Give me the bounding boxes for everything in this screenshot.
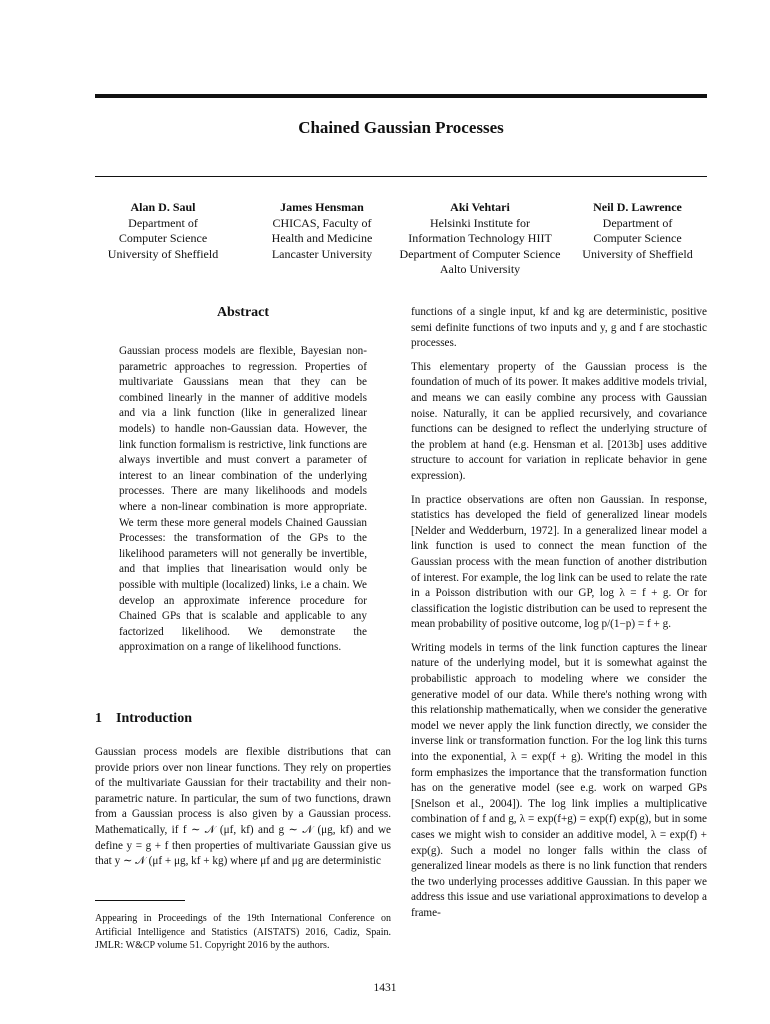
author-affiliation: University of Sheffield bbox=[107, 246, 219, 261]
author-affiliation: Computer Science bbox=[593, 231, 682, 245]
author-affiliation: Health and Medicine bbox=[271, 231, 373, 245]
author-affiliation: Information Technology HIIT bbox=[408, 231, 552, 245]
body-paragraph: This elementary property of the Gaussian process is the foundation of much of its power. It makes additive models trivial, and means we can easily combine any process with Gaussian noise. Naturally, it can be applied recursively, and covariance functions can be designed to reflect the underlying structure of the problem at hand (e.g. Hensman et al. [2013b] uses additive structure to account for variation in replicate behavior in gene expression). bbox=[411, 360, 707, 482]
body-paragraph: functions of a single input, kf and kg are deterministic, positive semi definite functions of two inputs and y, g and f are stochastic processes. bbox=[411, 306, 707, 350]
author-affiliation: Lancaster University bbox=[271, 246, 373, 261]
section-heading bbox=[95, 711, 192, 727]
section-number: 1 bbox=[95, 711, 102, 726]
author-block bbox=[103, 200, 223, 262]
right-column bbox=[411, 305, 707, 930]
paper-title: Chained Gaussian Processes bbox=[298, 118, 504, 137]
author-affiliation: Computer Science bbox=[118, 231, 208, 245]
title-rule-bottom bbox=[95, 176, 707, 177]
author-affiliation: Department of bbox=[128, 215, 198, 230]
author-block bbox=[393, 200, 567, 278]
abstract-heading: Abstract bbox=[216, 305, 270, 320]
title-rule-top bbox=[95, 94, 707, 98]
author-affiliation: CHICAS, Faculty of bbox=[272, 215, 372, 230]
author-name: Aki Vehtari bbox=[450, 200, 510, 214]
page-number: 1431 bbox=[373, 982, 397, 994]
author-affiliation: University of Sheffield bbox=[582, 246, 693, 261]
body-paragraph: In practice observations are often non Gaussian. In response, statistics has developed the field of generalized linear models [Nelder and Wedderburn, 1972]. In a generalized linear model a link function is used to connect the mean function of the Gaussian process with the mean function of another distribution of interest. For example, the log link can be used to relate the rate in a Poisson distribution with our GP, log λ = f + g. Or for classification the logistic distribution can be used to represent the mean probability of positive outcome, log p/(1−p) = f + g. bbox=[411, 493, 707, 631]
author-name: Alan D. Saul bbox=[130, 200, 196, 214]
introduction-column bbox=[95, 745, 391, 878]
author-block bbox=[262, 200, 382, 262]
section-title: Introduction bbox=[116, 711, 192, 726]
abstract-text: Gaussian process models are flexible, Bayesian non-parametric approaches to regression. Properties of multivariate Gaussians mean that they can be combined linearly in the manner of additive models and via a link function (like in generalized linear models) to handle non-Gaussian data. However, the link function formalism is restrictive, link functions are always invertible and must convert a parameter of interest to an linear combination of the underlying processes. There are many likelihoods and models where a non-linear combination is more appropriate. We term these more general models Chained Gaussian Processes: the transformation of the GPs to the likelihood parameters will not generally be invertible, and that implies that linearisation would only be possible with multiple (localized) links, i.e a chain. We develop an approximate inference procedure for Chained GPs that is scalable and applicable to any factorized likelihood. We demonstrate the approximation on a range of likelihood functions. bbox=[119, 345, 367, 654]
footnote-divider bbox=[95, 900, 185, 901]
author-affiliation: Department of bbox=[602, 215, 673, 230]
footnote: Appearing in Proceedings of the 19th International Conference on Artificial Intelligence and Statistics (AISTATS) 2016, Cadiz, Spain. JMLR: W&CP volume 51. Copyright 2016 by the authors. bbox=[95, 913, 391, 951]
author-name: James Hensman bbox=[280, 200, 364, 214]
body-paragraph: Writing models in terms of the link function captures the linear nature of the underlying model, but it is somewhat against the probabilistic approach to modeling where we consider the generative model of our data. While there's nothing wrong with this relationship mathematically, when we consider the generative model we never apply the link function directly, we consider the inverse link or transformation function. For the log link this turns into the exponential, λ = exp(f + g). Writing the model in this form emphasizes the importance that the transformation function has on the generative model (see e.g. work on warped GPs [Snelson et al., 2004]). The log link implies a multiplicative combination of f and g, λ = exp(f+g) = exp(f) exp(g), but in some cases we might wish to consider an additive model, λ = exp(f) + exp(g). Such a model no longer falls within the class of generalized linear models as there is no link function that renders the two underlying processes additive Gaussian. In this paper we address this issue and use variational approximations to develop a frame- bbox=[411, 641, 707, 919]
author-affiliation: Helsinki Institute for bbox=[430, 215, 530, 230]
author-affiliation: Aalto University bbox=[439, 262, 521, 276]
author-name: Neil D. Lawrence bbox=[593, 200, 682, 214]
author-block bbox=[575, 200, 700, 262]
author-affiliation: Department of Computer Science bbox=[399, 246, 561, 261]
introduction-paragraph: Gaussian process models are flexible distributions that can provide priors over non linear functions. They rely on properties of the multivariate Gaussian for their tractability and their non-parametric nature. In particular, the sum of two functions, drawn from a Gaussian process is also given by a Gaussian process. Mathematically, if f ∼ 𝒩 (μf, kf) and g ∼ 𝒩 (μg, kf) and we define y = g + f then properties of multivariate Gaussian give us that y ∼ 𝒩 (μf + μg, kf + kg) where μf and μg are deterministic bbox=[95, 746, 391, 868]
